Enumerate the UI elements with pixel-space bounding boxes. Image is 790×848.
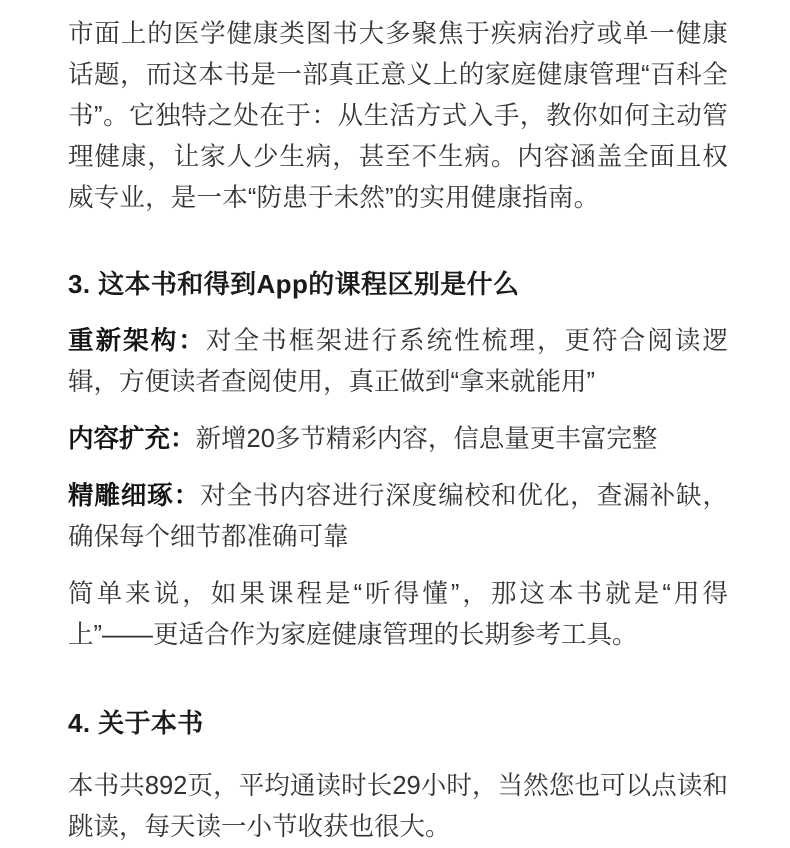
intro-paragraph: 市面上的医学健康类图书大多聚焦于疾病治疗或单一健康话题，而这本书是一部真正意义上的家庭健康管理“百科全书”。它独特之处在于：从生活方式入手，教你如何主动管理健康，让家人少生病，甚至不生病。内容涵盖全面且权威专业，是一本“防患于未然”的实用健康指南。 <box>68 20 728 212</box>
spacer <box>68 223 728 265</box>
section-4-title: 关于本书 <box>98 708 204 738</box>
list-item <box>68 419 728 460</box>
list-item-label: 重新架构： <box>68 327 206 355</box>
list-item <box>68 321 728 403</box>
section-4-paragraph: 本书共892页，平均通读时长29小时，当然您也可以点读和跳读，每天读一小节收获也很大。 <box>68 772 728 841</box>
section-4-heading <box>68 704 728 742</box>
section-3-number: 3. <box>68 269 91 299</box>
list-item-text: 对全书框架进行系统性梳理，更符合阅读逻辑，方便读者查阅使用，真正做到“拿来就能用” <box>68 327 728 396</box>
spacer <box>68 656 728 704</box>
list-item-text: 新增20多节精彩内容，信息量更丰富完整 <box>195 425 658 453</box>
spacer <box>68 742 728 758</box>
section-3-heading <box>68 265 728 303</box>
list-item-label: 内容扩充： <box>68 425 196 453</box>
spacer <box>68 303 728 321</box>
section-3-title: 这本书和得到App的课程区别是什么 <box>98 269 520 299</box>
section-3-summary: 简单来说，如果课程是“听得懂”，那这本书就是“用得上”——更适合作为家庭健康管理的长期参考工具。 <box>68 580 728 649</box>
list-item-label: 精雕细琢： <box>68 482 201 510</box>
list-item-text: 对全书内容进行深度编校和优化，查漏补缺，确保每个细节都准确可靠 <box>68 482 728 551</box>
list-item <box>68 476 728 558</box>
section-4-number: 4. <box>68 708 91 738</box>
